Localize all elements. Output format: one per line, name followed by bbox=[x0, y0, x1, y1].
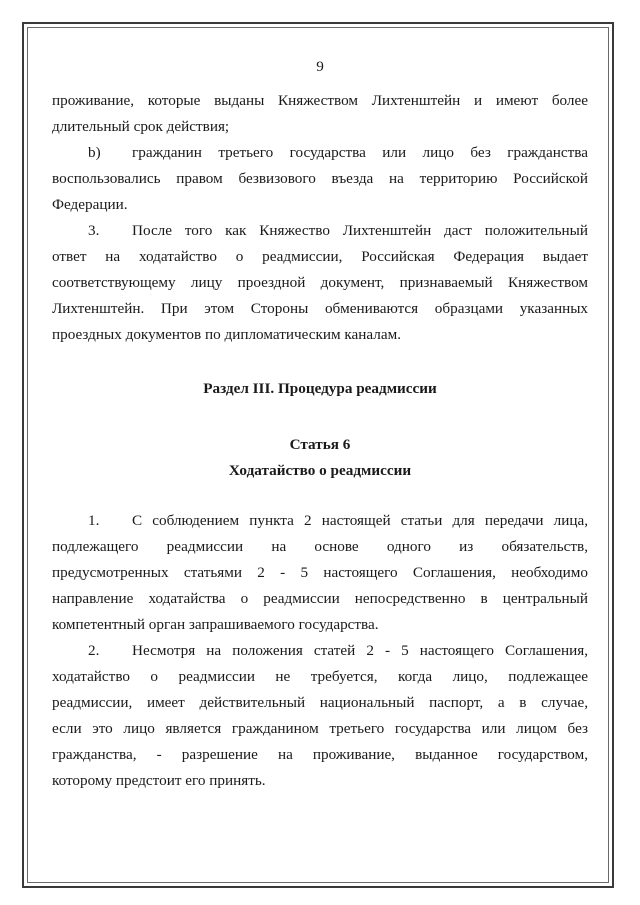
text-line: если это лицо является гражданином третьего государства или лицом без bbox=[52, 720, 588, 737]
item-number: b) bbox=[88, 144, 101, 161]
continued-paragraph bbox=[52, 88, 588, 140]
list-item-b bbox=[52, 140, 588, 218]
article-title: Статья 6 bbox=[289, 436, 351, 453]
article-subtitle: Ходатайство о реадмиссии bbox=[228, 462, 412, 479]
text-line: проживание, которые выданы Княжеством Лихтенштейн и имеют более bbox=[52, 92, 588, 109]
text-line-with-number bbox=[52, 508, 588, 534]
text-line: Федерации. bbox=[52, 196, 128, 213]
text-line: Лихтенштейн. При этом Стороны обмениваются образцами указанных bbox=[52, 300, 588, 317]
spacer bbox=[52, 348, 588, 376]
spacer bbox=[52, 484, 588, 508]
text-line: воспользовались правом безвизового въезда на территорию Российской bbox=[52, 170, 588, 187]
text-line: гражданства, - разрешение на проживание, выданное государством, bbox=[52, 746, 588, 763]
text-line: соответствующему лицу проездной документ, признаваемый Княжеством bbox=[52, 274, 588, 291]
text-line: предусмотренных статьями 2 - 5 настоящего Соглашения, необходимо bbox=[52, 564, 588, 581]
list-item-1 bbox=[52, 508, 588, 638]
text-line: подлежащего реадмиссии на основе одного из обязательств, bbox=[52, 538, 588, 555]
text-line: реадмиссии, имеет действительный национальный паспорт, а в случае, bbox=[52, 694, 588, 711]
item-text: С соблюдением пункта 2 настоящей статьи для передачи лица, bbox=[132, 512, 588, 529]
text-line: ответ на ходатайство о реадмиссии, Российская Федерация выдает bbox=[52, 248, 588, 265]
item-number: 3. bbox=[88, 222, 100, 239]
page-number: 9 bbox=[316, 58, 324, 75]
text-line-with-number bbox=[52, 140, 588, 166]
text-line: компетентный орган запрашиваемого государства. bbox=[52, 616, 379, 633]
section-heading: Раздел III. Процедура реадмиссии bbox=[203, 380, 437, 397]
document-page bbox=[52, 52, 588, 794]
text-line: направление ходатайства о реадмиссии непосредственно в центральный bbox=[52, 590, 588, 607]
text-line: которому предстоит его принять. bbox=[52, 772, 266, 789]
spacer bbox=[52, 402, 588, 432]
item-text: Несмотря на положения статей 2 - 5 настоящего Соглашения, bbox=[132, 642, 588, 659]
item-text: гражданин третьего государства или лицо без гражданства bbox=[132, 144, 588, 161]
text-line-with-number bbox=[52, 218, 588, 244]
item-number: 2. bbox=[88, 642, 100, 659]
text-line: проездных документов по дипломатическим каналам. bbox=[52, 326, 401, 343]
item-text: После того как Княжество Лихтенштейн даст положительный bbox=[132, 222, 588, 239]
text-line: ходатайство о реадмиссии не требуется, когда лицо, подлежащее bbox=[52, 668, 588, 685]
text-line-with-number bbox=[52, 638, 588, 664]
list-item-3 bbox=[52, 218, 588, 348]
item-number: 1. bbox=[88, 512, 100, 529]
list-item-2 bbox=[52, 638, 588, 794]
text-line: длительный срок действия; bbox=[52, 118, 230, 135]
